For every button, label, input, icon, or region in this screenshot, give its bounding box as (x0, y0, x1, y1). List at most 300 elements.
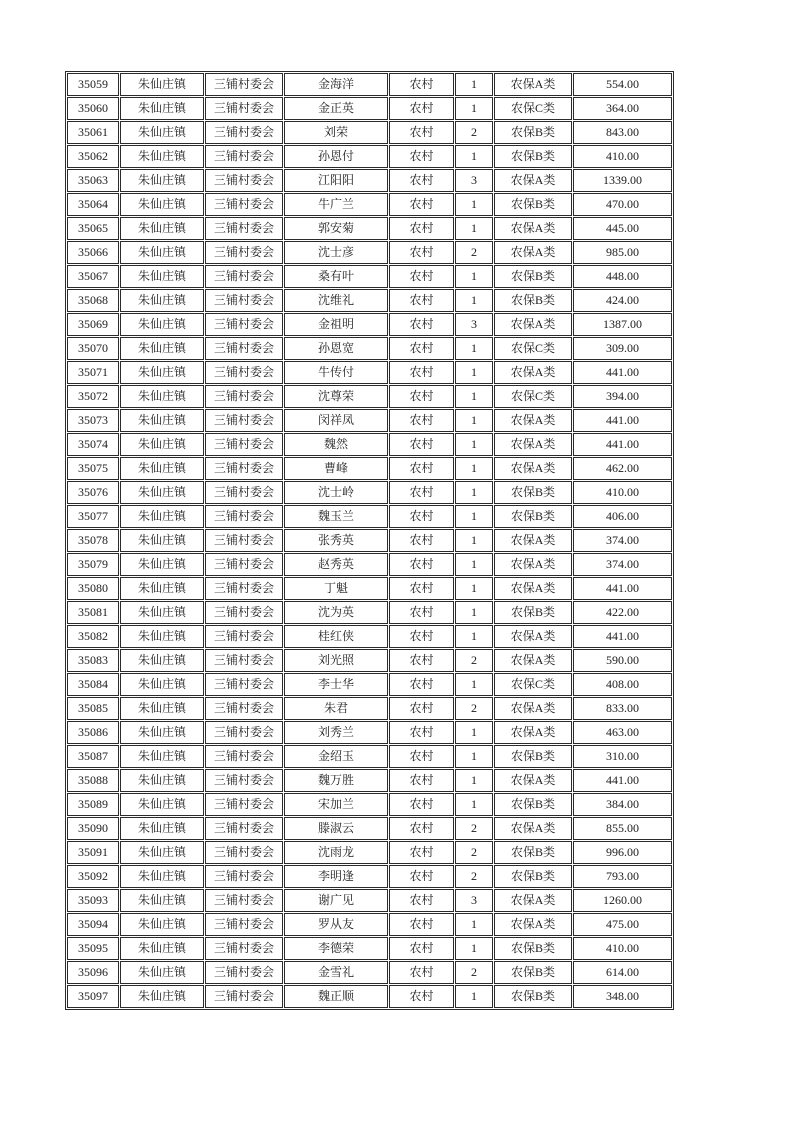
table-row (67, 289, 672, 312)
table-cell: 朱仙庄镇 (120, 457, 204, 480)
table-cell: 沈维礼 (284, 289, 388, 312)
table-cell: 1260.00 (573, 889, 672, 912)
table-cell: 朱仙庄镇 (120, 985, 204, 1008)
table-cell: 441.00 (573, 769, 672, 792)
table-cell: 三铺村委会 (205, 937, 283, 960)
table-row (67, 625, 672, 648)
table-cell: 朱仙庄镇 (120, 289, 204, 312)
table-cell: 朱仙庄镇 (120, 121, 204, 144)
table-row (67, 697, 672, 720)
table-cell: 刘荣 (284, 121, 388, 144)
table-cell: 448.00 (573, 265, 672, 288)
table-cell: 孙恩宽 (284, 337, 388, 360)
table-cell: 农保C类 (494, 673, 572, 696)
table-cell: 农村 (389, 169, 454, 192)
table-cell: 309.00 (573, 337, 672, 360)
table-cell: 35087 (67, 745, 119, 768)
table-cell: 348.00 (573, 985, 672, 1008)
table-cell: 1 (455, 481, 493, 504)
table-row (67, 577, 672, 600)
table-cell: 沈尊荣 (284, 385, 388, 408)
table-cell: 2 (455, 121, 493, 144)
table-cell: 沈士岭 (284, 481, 388, 504)
table-cell: 李明逢 (284, 865, 388, 888)
table-cell: 35089 (67, 793, 119, 816)
table-cell: 1387.00 (573, 313, 672, 336)
table-cell: 朱仙庄镇 (120, 673, 204, 696)
table-cell: 2 (455, 649, 493, 672)
table-cell: 三铺村委会 (205, 553, 283, 576)
table-cell: 1 (455, 361, 493, 384)
table-cell: 374.00 (573, 529, 672, 552)
table-cell: 农村 (389, 649, 454, 672)
table-cell: 35065 (67, 217, 119, 240)
table-row (67, 361, 672, 384)
table-cell: 农保A类 (494, 721, 572, 744)
table-cell: 1 (455, 265, 493, 288)
table-cell: 35083 (67, 649, 119, 672)
table-cell: 2 (455, 697, 493, 720)
table-cell: 农村 (389, 889, 454, 912)
table-cell: 农保A类 (494, 817, 572, 840)
table-cell: 农保A类 (494, 313, 572, 336)
table-cell: 朱仙庄镇 (120, 145, 204, 168)
table-cell: 农村 (389, 529, 454, 552)
table-cell: 农保C类 (494, 97, 572, 120)
table-cell: 朱仙庄镇 (120, 577, 204, 600)
table-cell: 三铺村委会 (205, 649, 283, 672)
table-cell: 农保A类 (494, 553, 572, 576)
table-cell: 李德荣 (284, 937, 388, 960)
table-row (67, 889, 672, 912)
table-cell: 35061 (67, 121, 119, 144)
table-cell: 朱仙庄镇 (120, 241, 204, 264)
table-cell: 朱仙庄镇 (120, 793, 204, 816)
table-cell: 410.00 (573, 481, 672, 504)
table-row (67, 385, 672, 408)
table-cell: 闵祥凤 (284, 409, 388, 432)
table-row (67, 649, 672, 672)
table-cell: 996.00 (573, 841, 672, 864)
table-cell: 朱仙庄镇 (120, 745, 204, 768)
table-cell: 农村 (389, 793, 454, 816)
table-cell: 1 (455, 289, 493, 312)
table-cell: 丁魁 (284, 577, 388, 600)
table-cell: 3 (455, 313, 493, 336)
table-cell: 农村 (389, 337, 454, 360)
table-cell: 462.00 (573, 457, 672, 480)
table-row (67, 97, 672, 120)
table-cell: 农保A类 (494, 625, 572, 648)
table-cell: 朱仙庄镇 (120, 625, 204, 648)
table-cell: 农保B类 (494, 145, 572, 168)
table-cell: 农村 (389, 817, 454, 840)
table-cell: 农村 (389, 601, 454, 624)
table-cell: 855.00 (573, 817, 672, 840)
table-row (67, 529, 672, 552)
table-cell: 朱仙庄镇 (120, 529, 204, 552)
table-cell: 35069 (67, 313, 119, 336)
table-row (67, 673, 672, 696)
table-cell: 魏万胜 (284, 769, 388, 792)
table-cell: 35067 (67, 265, 119, 288)
table-cell: 三铺村委会 (205, 433, 283, 456)
table-cell: 35082 (67, 625, 119, 648)
table-cell: 394.00 (573, 385, 672, 408)
table-cell: 441.00 (573, 361, 672, 384)
table-cell: 三铺村委会 (205, 265, 283, 288)
table-cell: 朱仙庄镇 (120, 961, 204, 984)
table-cell: 35073 (67, 409, 119, 432)
table-cell: 1 (455, 601, 493, 624)
table-cell: 农保B类 (494, 601, 572, 624)
table-cell: 朱仙庄镇 (120, 409, 204, 432)
table-cell: 三铺村委会 (205, 625, 283, 648)
table-cell: 牛广兰 (284, 193, 388, 216)
table-cell: 魏正顺 (284, 985, 388, 1008)
table-cell: 422.00 (573, 601, 672, 624)
table-cell: 三铺村委会 (205, 121, 283, 144)
table-cell: 朱仙庄镇 (120, 649, 204, 672)
table-cell: 朱仙庄镇 (120, 697, 204, 720)
table-cell: 1 (455, 577, 493, 600)
table-cell: 魏玉兰 (284, 505, 388, 528)
table-cell: 441.00 (573, 433, 672, 456)
table-cell: 三铺村委会 (205, 409, 283, 432)
table-cell: 农村 (389, 481, 454, 504)
table-cell: 农保A类 (494, 241, 572, 264)
table-row (67, 505, 672, 528)
table-cell: 农保B类 (494, 481, 572, 504)
table-cell: 朱仙庄镇 (120, 505, 204, 528)
table-cell: 农村 (389, 841, 454, 864)
table-cell: 1 (455, 721, 493, 744)
table-cell: 1 (455, 217, 493, 240)
table-cell: 三铺村委会 (205, 577, 283, 600)
table-cell: 朱仙庄镇 (120, 913, 204, 936)
table-cell: 三铺村委会 (205, 769, 283, 792)
table-cell: 614.00 (573, 961, 672, 984)
table-cell: 农村 (389, 577, 454, 600)
table-cell: 农村 (389, 553, 454, 576)
table-cell: 农村 (389, 457, 454, 480)
table-cell: 1 (455, 73, 493, 96)
table-cell: 朱仙庄镇 (120, 841, 204, 864)
table-cell: 金祖明 (284, 313, 388, 336)
table-cell: 590.00 (573, 649, 672, 672)
table-cell: 农保B类 (494, 793, 572, 816)
table-cell: 农村 (389, 73, 454, 96)
table-cell: 441.00 (573, 625, 672, 648)
table-cell: 793.00 (573, 865, 672, 888)
table-cell: 曹峰 (284, 457, 388, 480)
table-cell: 463.00 (573, 721, 672, 744)
table-cell: 江阳阳 (284, 169, 388, 192)
table-cell: 农村 (389, 289, 454, 312)
table-cell: 沈为英 (284, 601, 388, 624)
table-cell: 2 (455, 961, 493, 984)
table-cell: 三铺村委会 (205, 481, 283, 504)
table-cell: 农村 (389, 937, 454, 960)
table-cell: 35075 (67, 457, 119, 480)
table-cell: 410.00 (573, 937, 672, 960)
table-cell: 金雪礼 (284, 961, 388, 984)
table-cell: 农保A类 (494, 169, 572, 192)
table-cell: 2 (455, 865, 493, 888)
table-row (67, 193, 672, 216)
table-row (67, 481, 672, 504)
table-cell: 三铺村委会 (205, 361, 283, 384)
table-cell: 1 (455, 193, 493, 216)
table-cell: 朱仙庄镇 (120, 73, 204, 96)
table-cell: 1 (455, 529, 493, 552)
table-cell: 445.00 (573, 217, 672, 240)
table-row (67, 337, 672, 360)
table-cell: 农村 (389, 433, 454, 456)
table-cell: 农村 (389, 313, 454, 336)
table-cell: 1 (455, 553, 493, 576)
table-cell: 孙恩付 (284, 145, 388, 168)
table-cell: 农保A类 (494, 217, 572, 240)
table-cell: 朱仙庄镇 (120, 217, 204, 240)
table-cell: 35076 (67, 481, 119, 504)
table-cell: 384.00 (573, 793, 672, 816)
table-cell: 金海洋 (284, 73, 388, 96)
table-cell: 农村 (389, 121, 454, 144)
table-cell: 农保C类 (494, 385, 572, 408)
table-cell: 农村 (389, 385, 454, 408)
table-cell: 三铺村委会 (205, 193, 283, 216)
table-cell: 农保A类 (494, 433, 572, 456)
table-cell: 1 (455, 985, 493, 1008)
table-cell: 刘光照 (284, 649, 388, 672)
table-cell: 35080 (67, 577, 119, 600)
table-cell: 农保A类 (494, 649, 572, 672)
table-cell: 桑有叶 (284, 265, 388, 288)
table-row (67, 145, 672, 168)
table-cell: 三铺村委会 (205, 913, 283, 936)
table-cell: 三铺村委会 (205, 97, 283, 120)
table-cell: 朱仙庄镇 (120, 385, 204, 408)
table-cell: 35093 (67, 889, 119, 912)
table-cell: 35095 (67, 937, 119, 960)
table-cell: 农保C类 (494, 337, 572, 360)
table-cell: 牛传付 (284, 361, 388, 384)
table-cell: 农村 (389, 265, 454, 288)
table-cell: 三铺村委会 (205, 73, 283, 96)
table-cell: 农保B类 (494, 505, 572, 528)
table-cell: 三铺村委会 (205, 793, 283, 816)
table-cell: 农保B类 (494, 961, 572, 984)
table-cell: 朱君 (284, 697, 388, 720)
table-cell: 35060 (67, 97, 119, 120)
table-cell: 桂红侠 (284, 625, 388, 648)
table-cell: 470.00 (573, 193, 672, 216)
table-cell: 朱仙庄镇 (120, 265, 204, 288)
table-cell: 三铺村委会 (205, 961, 283, 984)
table-cell: 3 (455, 169, 493, 192)
table-cell: 35063 (67, 169, 119, 192)
table-cell: 374.00 (573, 553, 672, 576)
table-row (67, 745, 672, 768)
table-cell: 郭安菊 (284, 217, 388, 240)
table-cell: 农村 (389, 193, 454, 216)
table-cell: 三铺村委会 (205, 337, 283, 360)
table-row (67, 793, 672, 816)
table-cell: 赵秀英 (284, 553, 388, 576)
table-cell: 三铺村委会 (205, 241, 283, 264)
table-cell: 35074 (67, 433, 119, 456)
table-cell: 35071 (67, 361, 119, 384)
table-cell: 1 (455, 505, 493, 528)
table-row (67, 769, 672, 792)
table-cell: 三铺村委会 (205, 745, 283, 768)
table-cell: 35092 (67, 865, 119, 888)
table-cell: 三铺村委会 (205, 385, 283, 408)
table-cell: 三铺村委会 (205, 673, 283, 696)
table-cell: 3 (455, 889, 493, 912)
table-cell: 张秀英 (284, 529, 388, 552)
table-cell: 农村 (389, 409, 454, 432)
table-cell: 农保B类 (494, 193, 572, 216)
table-cell: 朱仙庄镇 (120, 721, 204, 744)
table-cell: 三铺村委会 (205, 457, 283, 480)
table-cell: 农村 (389, 745, 454, 768)
table-cell: 三铺村委会 (205, 601, 283, 624)
table-cell: 罗从友 (284, 913, 388, 936)
table-cell: 刘秀兰 (284, 721, 388, 744)
table-cell: 1 (455, 433, 493, 456)
table-cell: 农保B类 (494, 985, 572, 1008)
table-cell: 农保A类 (494, 409, 572, 432)
table-cell: 35094 (67, 913, 119, 936)
table-cell: 406.00 (573, 505, 672, 528)
table-cell: 三铺村委会 (205, 145, 283, 168)
table-cell: 1 (455, 457, 493, 480)
table-cell: 三铺村委会 (205, 169, 283, 192)
table-cell: 朱仙庄镇 (120, 337, 204, 360)
table-row (67, 265, 672, 288)
table-row (67, 841, 672, 864)
table-cell: 1 (455, 97, 493, 120)
table-cell: 310.00 (573, 745, 672, 768)
table-cell: 2 (455, 817, 493, 840)
table-cell: 35086 (67, 721, 119, 744)
table-cell: 35059 (67, 73, 119, 96)
table-cell: 滕淑云 (284, 817, 388, 840)
table-cell: 1 (455, 145, 493, 168)
table-cell: 朱仙庄镇 (120, 433, 204, 456)
table-cell: 朱仙庄镇 (120, 193, 204, 216)
table-cell: 475.00 (573, 913, 672, 936)
table-row (67, 601, 672, 624)
table-cell: 朱仙庄镇 (120, 481, 204, 504)
table-cell: 朱仙庄镇 (120, 889, 204, 912)
table-cell: 1 (455, 673, 493, 696)
table-row (67, 169, 672, 192)
table-cell: 三铺村委会 (205, 505, 283, 528)
table-cell: 1 (455, 769, 493, 792)
table-cell: 农村 (389, 985, 454, 1008)
table-cell: 35090 (67, 817, 119, 840)
table-row (67, 217, 672, 240)
table-cell: 朱仙庄镇 (120, 313, 204, 336)
table-row (67, 73, 672, 96)
table-cell: 朱仙庄镇 (120, 553, 204, 576)
table-cell: 1 (455, 625, 493, 648)
table-cell: 宋加兰 (284, 793, 388, 816)
table-cell: 833.00 (573, 697, 672, 720)
table-cell: 农村 (389, 97, 454, 120)
table-cell: 农保B类 (494, 121, 572, 144)
table-cell: 985.00 (573, 241, 672, 264)
table-row (67, 553, 672, 576)
table-cell: 2 (455, 241, 493, 264)
table-cell: 35096 (67, 961, 119, 984)
table-row (67, 865, 672, 888)
table-cell: 沈雨龙 (284, 841, 388, 864)
table-cell: 农村 (389, 673, 454, 696)
table-cell: 35088 (67, 769, 119, 792)
table-cell: 1 (455, 385, 493, 408)
table-cell: 35064 (67, 193, 119, 216)
table-cell: 441.00 (573, 409, 672, 432)
table-cell: 1 (455, 337, 493, 360)
table-row (67, 409, 672, 432)
table-row (67, 817, 672, 840)
table-cell: 1 (455, 937, 493, 960)
table-cell: 35084 (67, 673, 119, 696)
table-cell: 三铺村委会 (205, 889, 283, 912)
table-cell: 朱仙庄镇 (120, 361, 204, 384)
table-row (67, 985, 672, 1008)
table-cell: 35081 (67, 601, 119, 624)
table-cell: 554.00 (573, 73, 672, 96)
table-cell: 朱仙庄镇 (120, 865, 204, 888)
table-cell: 农保B类 (494, 745, 572, 768)
table-cell: 35068 (67, 289, 119, 312)
table-row (67, 721, 672, 744)
table-cell: 1 (455, 745, 493, 768)
table-cell: 424.00 (573, 289, 672, 312)
table-cell: 朱仙庄镇 (120, 769, 204, 792)
table-cell: 李士华 (284, 673, 388, 696)
table-cell: 2 (455, 841, 493, 864)
table-cell: 农村 (389, 769, 454, 792)
table-cell: 农村 (389, 865, 454, 888)
table-cell: 农保B类 (494, 265, 572, 288)
table-cell: 谢广见 (284, 889, 388, 912)
table-row (67, 961, 672, 984)
table-cell: 农保A类 (494, 913, 572, 936)
table-row (67, 313, 672, 336)
table-cell: 金正英 (284, 97, 388, 120)
table-cell: 农村 (389, 961, 454, 984)
table-cell: 35097 (67, 985, 119, 1008)
table-cell: 三铺村委会 (205, 865, 283, 888)
table-cell: 农村 (389, 217, 454, 240)
table-cell: 金绍玉 (284, 745, 388, 768)
table-body (67, 73, 672, 1008)
table-cell: 朱仙庄镇 (120, 817, 204, 840)
table-cell: 1 (455, 913, 493, 936)
table-cell: 农保A类 (494, 73, 572, 96)
table-cell: 三铺村委会 (205, 697, 283, 720)
table-row (67, 913, 672, 936)
table-row (67, 937, 672, 960)
table-cell: 农保A类 (494, 457, 572, 480)
table-cell: 35078 (67, 529, 119, 552)
